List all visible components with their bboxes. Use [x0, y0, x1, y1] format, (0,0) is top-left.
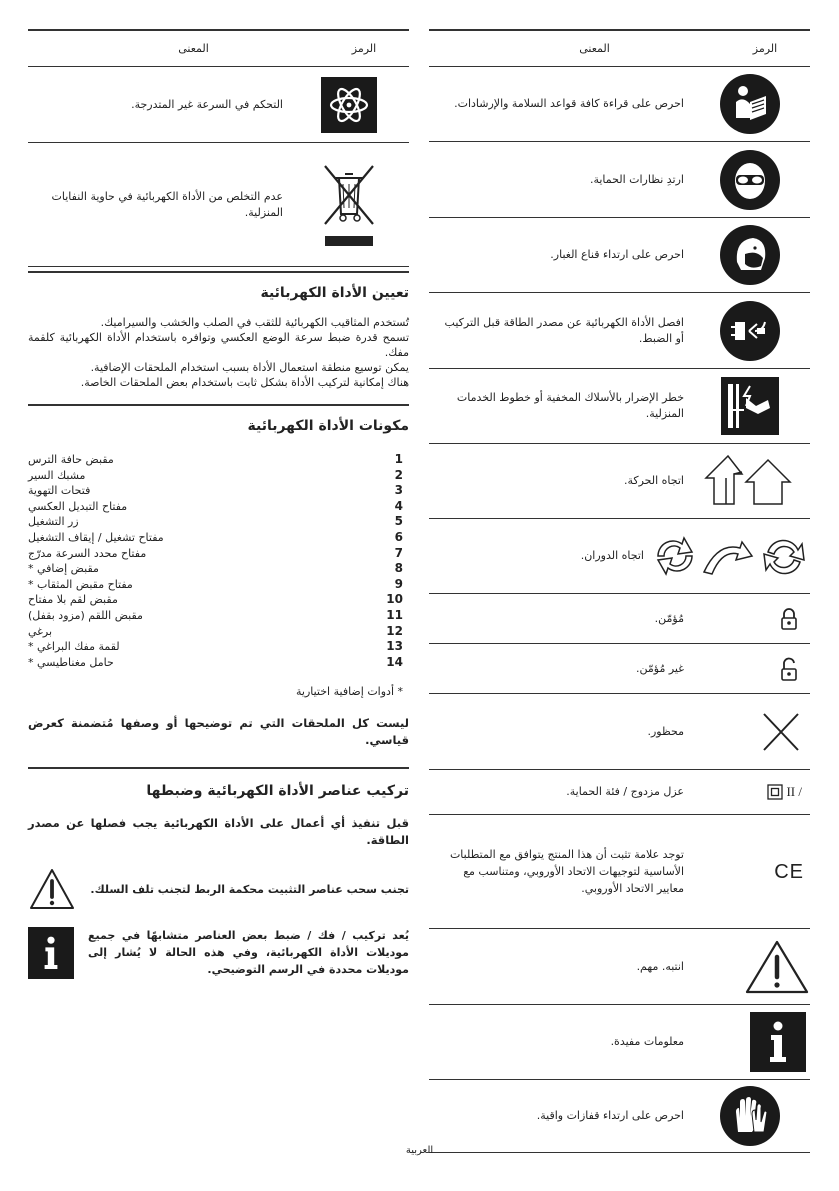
table-row — [429, 1080, 810, 1153]
table-row — [28, 143, 409, 267]
table-row — [429, 929, 810, 1005]
component-label: مشبك السير — [28, 468, 86, 482]
section-title: مكونات الأداة الكهربائية — [247, 418, 409, 434]
info-note — [28, 927, 409, 979]
warning-icon — [744, 939, 810, 995]
components-section — [28, 404, 409, 749]
component-label: زر التشغيل — [28, 515, 79, 529]
list-item — [28, 608, 403, 624]
meaning-cell: احرص على قراءة كافة قواعد السلامة والإرشادات. — [454, 97, 684, 110]
table-row — [429, 815, 810, 929]
component-label: مقبض اللقم (مزود بقفل) — [28, 608, 143, 622]
table-header — [28, 29, 409, 67]
table-row — [429, 444, 810, 519]
component-number: 5 — [394, 514, 403, 529]
intended-use-section — [28, 271, 409, 390]
list-item — [28, 452, 403, 468]
meaning-cell: خطر الإضرار بالأسلاك المخفية أو خطوط الخدمات المنزلية. — [456, 391, 684, 420]
paragraph: هناك إمكانية لتركيب الأداة بشكل ثابت باستخدام بعض الملحقات الخاصة. — [80, 376, 409, 389]
component-number: 7 — [394, 545, 403, 560]
component-number: 13 — [386, 639, 403, 654]
meaning-cell: مُؤمّن. — [654, 611, 684, 625]
assembly-section — [28, 767, 409, 979]
double-insulation-icon — [767, 784, 802, 800]
table-row — [429, 519, 810, 594]
header-symbol: الرمز — [351, 42, 377, 55]
component-label: مقبض إضافي * — [28, 562, 99, 576]
safety-goggles-icon — [720, 150, 780, 210]
components-list — [28, 452, 403, 670]
list-item — [28, 530, 403, 546]
list-item — [28, 624, 403, 640]
list-item — [28, 592, 403, 608]
component-label: مقبض لقم بلا مفتاح — [28, 593, 118, 607]
meaning-cell: افصل الأداة الكهربائية عن مصدر الطاقة قبل التركيب أو الضبط. — [444, 315, 684, 345]
header-meaning: المعنى — [178, 42, 209, 55]
prohibited-icon — [760, 710, 802, 754]
symbol-cell — [690, 74, 810, 134]
table-header — [429, 29, 810, 67]
warning-icon — [28, 867, 76, 911]
section-title: تركيب عناصر الأداة الكهربائية وضبطها — [146, 783, 409, 800]
table-row — [429, 694, 810, 770]
dust-mask-icon — [720, 225, 780, 285]
table-row — [429, 142, 810, 218]
table-row — [429, 67, 810, 142]
hidden-wires-icon — [721, 377, 779, 435]
component-number: 10 — [386, 592, 403, 607]
info-icon — [28, 927, 74, 979]
meaning-cell: اتجاه الحركة. — [623, 474, 684, 487]
direction-of-movement-icon — [704, 452, 796, 510]
component-number: 1 — [394, 452, 403, 466]
assembly-intro: قبل تنفيذ أي أعمال على الأداة الكهربائية يجب فصلها عن مصدر الطاقة. — [28, 816, 409, 848]
list-item — [28, 514, 403, 530]
components-footnote: * أدوات إضافية اختيارية — [295, 685, 403, 699]
table-row — [429, 594, 810, 644]
component-number: 14 — [386, 654, 403, 669]
meaning-cell: توجد علامة تثبت أن هذا المنتج يتوافق مع المتطلبات الأساسية لتوجيهات الاتحاد الأوروبي، ومتناسب مع معايير الاتحاد الأوروبي. — [449, 848, 684, 895]
component-number: 8 — [394, 561, 403, 576]
components-note: ليست كل الملحقات التي تم توضيحها أو وصفها مُتضمنة كعرض قياسي. — [28, 716, 409, 748]
meaning-cell: غير مُؤمّن. — [636, 661, 684, 675]
section-title: تعيين الأداة الكهربائية — [260, 285, 409, 301]
component-label: برغي — [28, 624, 53, 638]
weee-bin-icon — [321, 162, 377, 248]
warning-note — [28, 867, 409, 911]
header-meaning: المعنى — [579, 42, 610, 55]
table-row — [28, 67, 409, 143]
warning-note-text: تجنب سحب عناصر التثبيت محكمة الربط لتجنب تلف السلك. — [90, 883, 409, 897]
variable-speed-icon — [321, 77, 377, 133]
component-number: 4 — [394, 498, 403, 513]
table-row — [429, 218, 810, 293]
lock-closed-icon — [780, 608, 798, 630]
component-number: 2 — [394, 467, 403, 482]
list-item — [28, 483, 403, 499]
component-number: 9 — [394, 576, 403, 591]
page-footer-language: العربية — [405, 1145, 434, 1156]
meaning-cell: ارتدِ نظارات الحماية. — [589, 172, 684, 186]
header-symbol: الرمز — [752, 42, 778, 55]
component-number: 3 — [394, 483, 403, 498]
component-number: 11 — [386, 607, 403, 622]
meaning-cell: احرص على ارتداء قفازات واقية. — [536, 1109, 684, 1122]
component-label: مفتاح تشغيل / إيقاف التشغيل — [28, 530, 164, 544]
meaning-cell: اتجاه الدوران. — [580, 549, 644, 562]
table-row — [429, 369, 810, 444]
class-label: II / — [786, 784, 802, 799]
component-label: مقبض حافة الترس — [28, 453, 114, 466]
component-number: 12 — [386, 623, 403, 638]
component-label: حامل مغناطيسي * — [28, 655, 114, 669]
protective-gloves-icon — [720, 1086, 780, 1146]
unplug-icon — [720, 301, 780, 361]
meaning-cell: محظور. — [647, 724, 684, 738]
list-item — [28, 468, 403, 484]
paragraph: تسمح قدرة ضبط سرعة الوضع العكسي وتوافره باستخدام الأداة الكهربائية كلقمة مفك. — [28, 331, 409, 359]
list-item — [28, 655, 403, 671]
meaning-cell: احرص على ارتداء قناع الغبار. — [550, 248, 684, 261]
list-item — [28, 499, 403, 515]
list-item — [28, 561, 403, 577]
meaning-cell: عزل مزدوج / فئة الحماية. — [566, 785, 684, 798]
meaning-cell: التحكم في السرعة غير المتدرجة. — [131, 97, 283, 111]
ce-mark-icon: CE — [774, 860, 804, 883]
paragraph: تُستخدم المثاقيب الكهربائية للثقب في الصلب والخشب والسيراميك. — [100, 316, 409, 329]
direction-of-rotation-icon — [652, 534, 808, 578]
table-row — [429, 293, 810, 369]
symbols-table-right — [429, 29, 810, 1153]
component-label: مفتاح مقبض المثقاب * — [28, 577, 133, 591]
read-manual-icon — [720, 74, 780, 134]
component-label: مفتاح محدد السرعة مدرّج — [28, 546, 147, 560]
component-number: 6 — [394, 529, 403, 544]
info-icon — [750, 1012, 806, 1072]
lock-open-icon — [780, 657, 798, 681]
paragraph: يمكن توسيع منطقة استعمال الأداة بسبب استخدام الملحقات الإضافية. — [90, 361, 409, 374]
component-label: لقمة مفك البراغي * — [28, 640, 120, 654]
meaning-cell: عدم التخلص من الأداة الكهربائية في حاوية النفايات المنزلية. — [51, 189, 283, 219]
table-row — [429, 1005, 810, 1080]
info-note-text: يُعد تركيب / فك / ضبط بعض العناصر متشابهًا في جميع موديلات الأداة الكهربائية، وفي هذه الحالة لا يُشار إلى موديلات محددة في الرسم التوضيحي. — [88, 929, 409, 977]
list-item — [28, 577, 403, 593]
meaning-cell: معلومات مفيدة. — [610, 1035, 684, 1048]
list-item — [28, 639, 403, 655]
meaning-cell: انتبه. مهم. — [636, 959, 684, 973]
component-label: فتحات التهوية — [28, 484, 91, 498]
intended-use-text — [28, 315, 409, 390]
table-row — [429, 770, 810, 815]
list-item — [28, 546, 403, 562]
left-column — [28, 29, 409, 979]
table-row — [429, 644, 810, 694]
component-label: مفتاح التبديل العكسي — [28, 499, 128, 513]
